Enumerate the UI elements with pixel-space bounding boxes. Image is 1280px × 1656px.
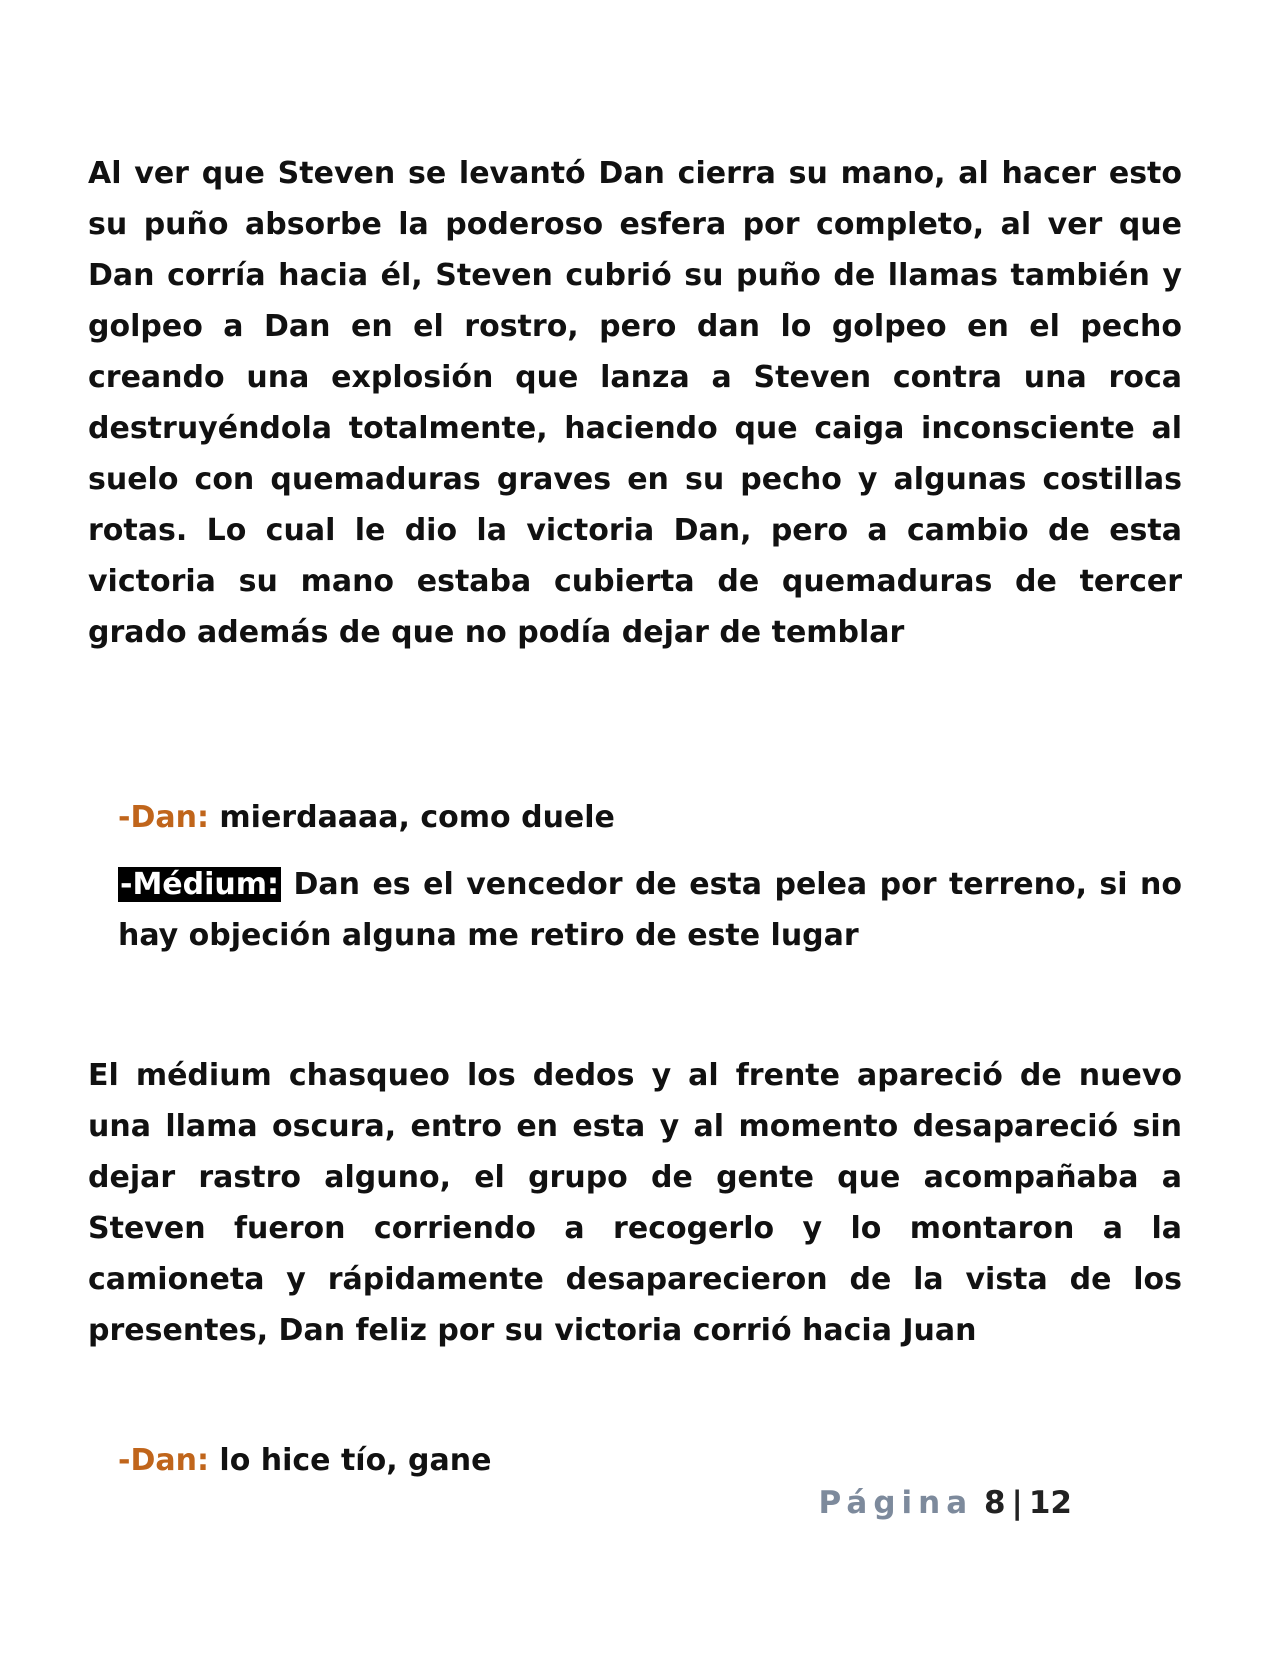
page-number-footer [819,1483,1072,1523]
dialogue-line-2 [118,859,1182,961]
current-page-number: 8 [983,1485,1006,1521]
speaker-label-dan-2: -Dan: [118,1443,209,1478]
page-label: Página [818,1485,974,1521]
total-pages-number: 12 [1028,1485,1072,1521]
dialogue-line-1 [118,792,1182,843]
page-separator: | [1011,1485,1023,1521]
narrative-paragraph-2: El médium chasqueo los dedos y al frente apareció de nuevo una llama oscura, entro en esta y al momento desapareció sin dejar rastro alguno, el grupo de gente que acompañaba a Steven fueron corriendo a recogerlo y lo montaron a la camioneta y rápidamente desaparecieron de la vista de los presentes, Dan feliz por su victoria corrió hacia Juan [88,1058,1182,1348]
speaker-label-medium: -Médium: [120,867,280,902]
dialogue-text-3: lo hice tío, gane [219,1443,492,1478]
dialogue-line-3 [118,1435,1182,1486]
dialogue-text-2: Dan es el vencedor de esta pelea por terreno, si no hay objeción alguna me retiro de este lugar [118,867,1182,953]
dialogue-text-1: mierdaaaa, como duele [219,800,615,835]
speaker-label-dan: -Dan: [118,800,209,835]
narrative-paragraph-1: Al ver que Steven se levantó Dan cierra su mano, al hacer esto su puño absorbe la poderoso esfera por completo, al ver que Dan corría hacia él, Steven cubrió su puño de llamas también y golpeo a Dan en el rostro, pero dan lo golpeo en el pecho creando una explosión que lanza a Steven contra una roca destruyéndola totalmente, haciendo que caiga inconsciente al suelo con quemaduras graves en su pecho y algunas costillas rotas. Lo cual le dio la victoria Dan, pero a cambio de esta victoria su mano estaba cubierta de quemaduras de tercer grado además de que no podía dejar de temblar [88,156,1182,650]
